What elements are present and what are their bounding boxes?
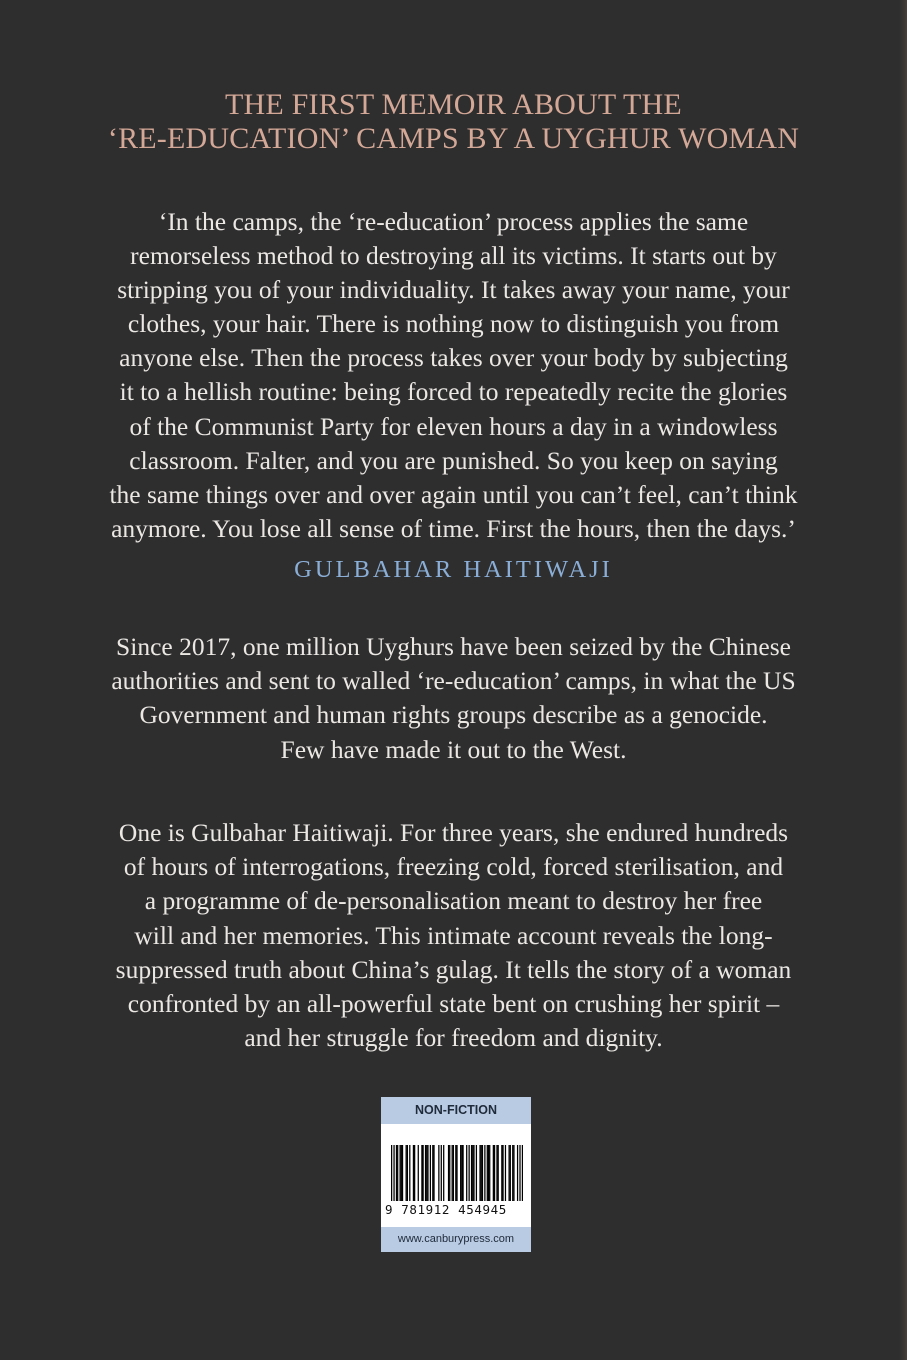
barcode-bar bbox=[413, 1145, 414, 1201]
barcode-bar bbox=[421, 1145, 422, 1201]
quote-line: anymore. You lose all sense of time. First the hours, then the days.’ bbox=[111, 513, 796, 543]
barcode-bar bbox=[496, 1145, 497, 1201]
barcode-bar bbox=[438, 1145, 439, 1201]
barcode-bar bbox=[479, 1145, 480, 1201]
isbn-number: 9 781912 454945 bbox=[385, 1202, 507, 1217]
barcode-bar bbox=[519, 1145, 520, 1201]
barcode-bar bbox=[502, 1145, 503, 1201]
barcode-icon bbox=[391, 1145, 523, 1201]
barcode-bar bbox=[493, 1145, 494, 1201]
quote-line: stripping you of your individuality. It takes away your name, your bbox=[117, 275, 790, 305]
barcode-bar bbox=[498, 1145, 499, 1201]
barcode-bar bbox=[484, 1145, 485, 1201]
blurb-paragraph-1 bbox=[60, 630, 847, 767]
barcode-bar bbox=[461, 1145, 462, 1201]
barcode-bar bbox=[510, 1145, 511, 1201]
barcode-bar bbox=[469, 1145, 470, 1201]
blurb-paragraph-2 bbox=[60, 816, 847, 1055]
barcode-bar bbox=[418, 1145, 419, 1201]
barcode-bar bbox=[460, 1145, 461, 1201]
barcode-bar bbox=[482, 1145, 483, 1201]
barcode-bar bbox=[391, 1145, 392, 1201]
cover-edge bbox=[899, 0, 907, 1360]
quote-line: classroom. Falter, and you are punished. So you keep on saying bbox=[129, 445, 778, 475]
quote-attribution: GULBAHAR HAITIWAJI bbox=[294, 556, 613, 583]
barcode-bar bbox=[513, 1145, 514, 1201]
blurb-line: suppressed truth about China’s gulag. It tells the story of a woman bbox=[115, 954, 792, 984]
barcode-bar bbox=[427, 1145, 428, 1201]
headline-line: THE FIRST MEMOIR ABOUT THE bbox=[225, 88, 682, 121]
barcode-bar bbox=[501, 1145, 502, 1201]
barcode-bar bbox=[452, 1145, 453, 1201]
barcode-bar bbox=[393, 1145, 394, 1201]
pull-quote bbox=[60, 205, 847, 546]
barcode-bar bbox=[399, 1145, 400, 1201]
barcode-bar bbox=[401, 1145, 402, 1201]
quote-line: the same things over and over again until you can’t feel, can’t think bbox=[109, 479, 798, 509]
barcode-bar bbox=[425, 1145, 426, 1201]
barcode-bar bbox=[472, 1145, 473, 1201]
barcode-bar bbox=[430, 1145, 431, 1201]
barcode-bar bbox=[409, 1145, 410, 1201]
blurb-line: confronted by an all-powerful state bent on crushing her spirit – bbox=[127, 989, 780, 1019]
barcode-bar bbox=[476, 1145, 477, 1201]
barcode-bar bbox=[508, 1145, 509, 1201]
cover-headline bbox=[0, 88, 907, 156]
barcode-bar bbox=[512, 1145, 513, 1201]
category-label: NON-FICTION bbox=[381, 1097, 531, 1124]
blurb-line: Since 2017, one million Uyghurs have been seized by the Chinese bbox=[116, 632, 791, 661]
isbn-barcode-block bbox=[381, 1097, 531, 1252]
barcode-bar bbox=[494, 1145, 495, 1201]
barcode-bar bbox=[396, 1145, 397, 1201]
quote-line: anyone else. Then the process takes over your body by subjecting bbox=[119, 343, 788, 373]
barcode-bar bbox=[453, 1145, 454, 1201]
blurb-line: will and her memories. This intimate account reveals the long- bbox=[134, 920, 773, 950]
barcode-bar bbox=[422, 1145, 423, 1201]
barcode-bar bbox=[441, 1145, 442, 1201]
barcode-bar bbox=[432, 1145, 433, 1201]
barcode-bar bbox=[455, 1145, 456, 1201]
barcode-bar bbox=[481, 1145, 482, 1201]
blurb-line: of hours of interrogations, freezing cold, forced sterilisation, and bbox=[123, 852, 784, 882]
barcode-bar bbox=[522, 1145, 523, 1201]
barcode-bar bbox=[487, 1145, 488, 1201]
barcode-bar bbox=[466, 1145, 467, 1201]
barcode-bar bbox=[449, 1145, 450, 1201]
barcode-bar bbox=[407, 1145, 408, 1201]
barcode-bar bbox=[426, 1145, 427, 1201]
blurb-line: One is Gulbahar Haitiwaji. For three years, she endured hundreds bbox=[118, 818, 789, 847]
blurb-line: Few have made it out to the West. bbox=[280, 734, 627, 764]
blurb-line: a programme of de-personalisation meant to destroy her free bbox=[144, 886, 763, 916]
blurb-line: authorities and sent to walled ‘re-education’ camps, in what the US bbox=[111, 666, 796, 696]
blurb-line: Government and human rights groups describe as a genocide. bbox=[139, 700, 768, 730]
barcode-bar bbox=[505, 1145, 506, 1201]
barcode-bar bbox=[402, 1145, 403, 1201]
barcode-bar bbox=[489, 1145, 490, 1201]
barcode-bar bbox=[406, 1145, 407, 1201]
quote-line: it to a hellish routine: being forced to repeatedly recite the glories bbox=[119, 377, 788, 407]
barcode-bar bbox=[443, 1145, 444, 1201]
publisher-website: www.canburypress.com bbox=[381, 1227, 531, 1252]
barcode-bar bbox=[456, 1145, 457, 1201]
headline-line: ‘RE-EDUCATION’ CAMPS BY A UYGHUR WOMAN bbox=[107, 122, 800, 155]
barcode-bar bbox=[462, 1145, 463, 1201]
barcode-bar bbox=[471, 1145, 472, 1201]
quote-line: of the Communist Party for eleven hours a day in a windowless bbox=[129, 411, 778, 441]
barcode-bar bbox=[473, 1145, 474, 1201]
blurb-line: and her struggle for freedom and dignity. bbox=[244, 1023, 663, 1053]
barcode-bar bbox=[433, 1145, 434, 1201]
quote-line: clothes, your hair. There is nothing now to distinguish you from bbox=[127, 309, 780, 339]
barcode-bar bbox=[488, 1145, 489, 1201]
barcode-bar bbox=[414, 1145, 415, 1201]
barcode-bar bbox=[448, 1145, 449, 1201]
quote-line: remorseless method to destroying all its victims. It starts out by bbox=[130, 241, 777, 271]
barcode-bar bbox=[517, 1145, 518, 1201]
quote-line: ‘In the camps, the ‘re-education’ process applies the same bbox=[158, 207, 749, 236]
barcode-bar bbox=[397, 1145, 398, 1201]
